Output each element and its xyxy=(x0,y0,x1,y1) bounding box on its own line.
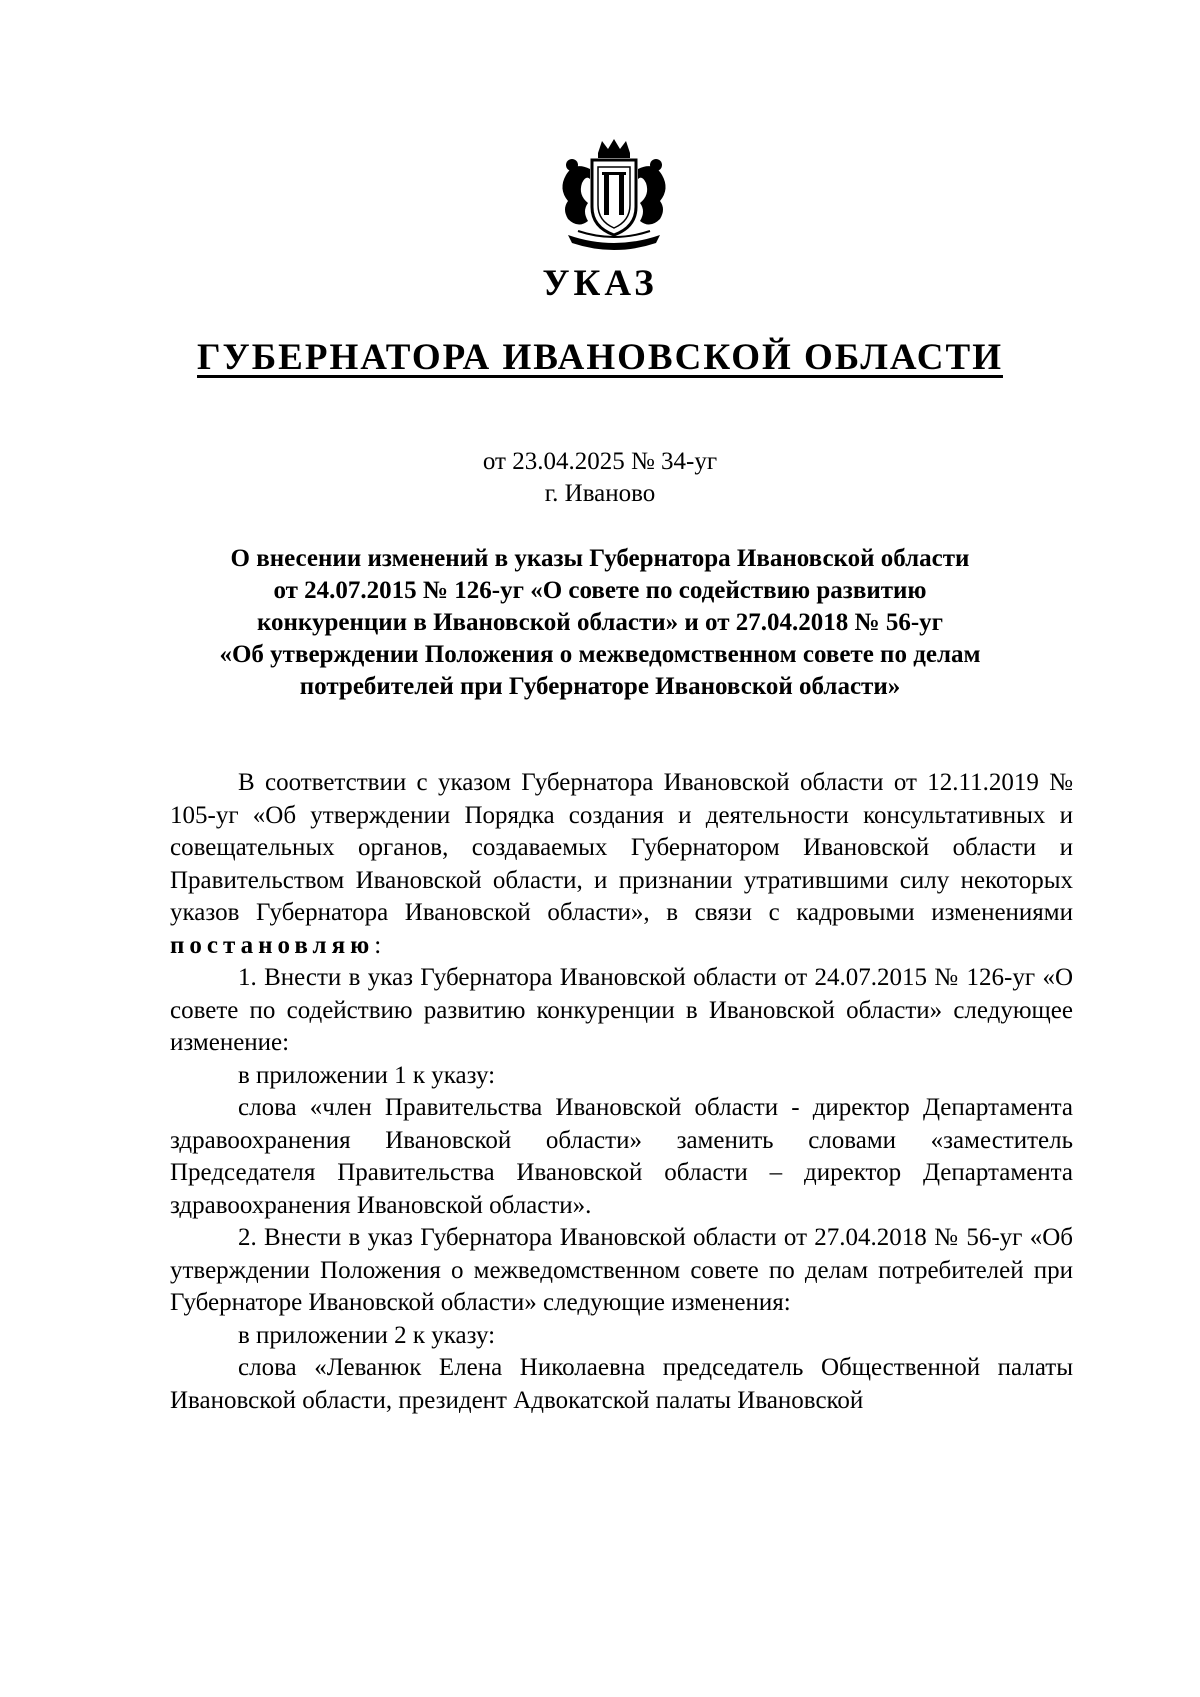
paragraph-2-appendix: в приложении 2 к указу: xyxy=(238,1321,496,1349)
decree-word: постановляю xyxy=(170,931,375,959)
subject-line: от 24.07.2015 № 126-уг «О совете по содействию развитию xyxy=(273,577,927,604)
paragraph-1-change: слова «член Правительства Ивановской области - директор Департамента здравоохранения Ивановской области» заменить словами «заместитель Председателя Правительства Ивановской области – директор Департамента здравоохранения Ивановской области». xyxy=(170,1094,1073,1219)
subject-line: «Об утверждении Положения о межведомственном совете по делам xyxy=(219,641,981,668)
document-body xyxy=(170,767,1073,1417)
document-city: г. Иваново xyxy=(544,480,656,507)
decree-colon: : xyxy=(374,931,382,959)
preamble-paragraph xyxy=(170,767,1073,962)
issuing-authority-title xyxy=(0,336,1200,379)
document-type-title: УКАЗ xyxy=(542,263,658,304)
document-meta xyxy=(0,446,1200,510)
subject-line: конкуренции в Ивановской области» и от 27.04.2018 № 56-уг xyxy=(256,609,944,636)
document-subject xyxy=(170,543,1030,703)
issuing-authority-text: ГУБЕРНАТОРА ИВАНОВСКОЙ ОБЛАСТИ xyxy=(197,337,1003,378)
subject-line: О внесении изменений в указы Губернатора Ивановской области xyxy=(230,545,970,572)
subject-line: потребителей при Губернаторе Ивановской области» xyxy=(299,673,901,700)
paragraph-2: 2. Внести в указ Губернатора Ивановской области от 27.04.2018 № 56-уг «Об утверждении Положения о межведомственном совете по делам потребителей при Губернаторе Ивановской области» следующие изменения: xyxy=(170,1224,1073,1316)
coat-of-arms-icon xyxy=(548,135,680,255)
paragraph-1-appendix: в приложении 1 к указу: xyxy=(238,1061,496,1089)
document-date-number: от 23.04.2025 № 34-уг xyxy=(482,448,718,475)
preamble-text: В соответствии с указом Губернатора Ивановской области от 12.11.2019 № 105-уг «Об утверждении Порядка создания и деятельности консультативных и совещательных органов, создаваемых Губернатором Ивановской области и Правительством Ивановской области, и признании утратившими силу некоторых указов Губернатора Ивановской области», в связи с кадровыми изменениями xyxy=(170,769,1073,926)
paragraph-1: 1. Внести в указ Губернатора Ивановской области от 24.07.2015 № 126-уг «О совете по содействию развитию конкуренции в Ивановской области» следующее изменение: xyxy=(170,964,1073,1056)
paragraph-2-change: слова «Леванюк Елена Николаевна председатель Общественной палаты Ивановской области, президент Адвокатской палаты Ивановской xyxy=(170,1354,1073,1414)
